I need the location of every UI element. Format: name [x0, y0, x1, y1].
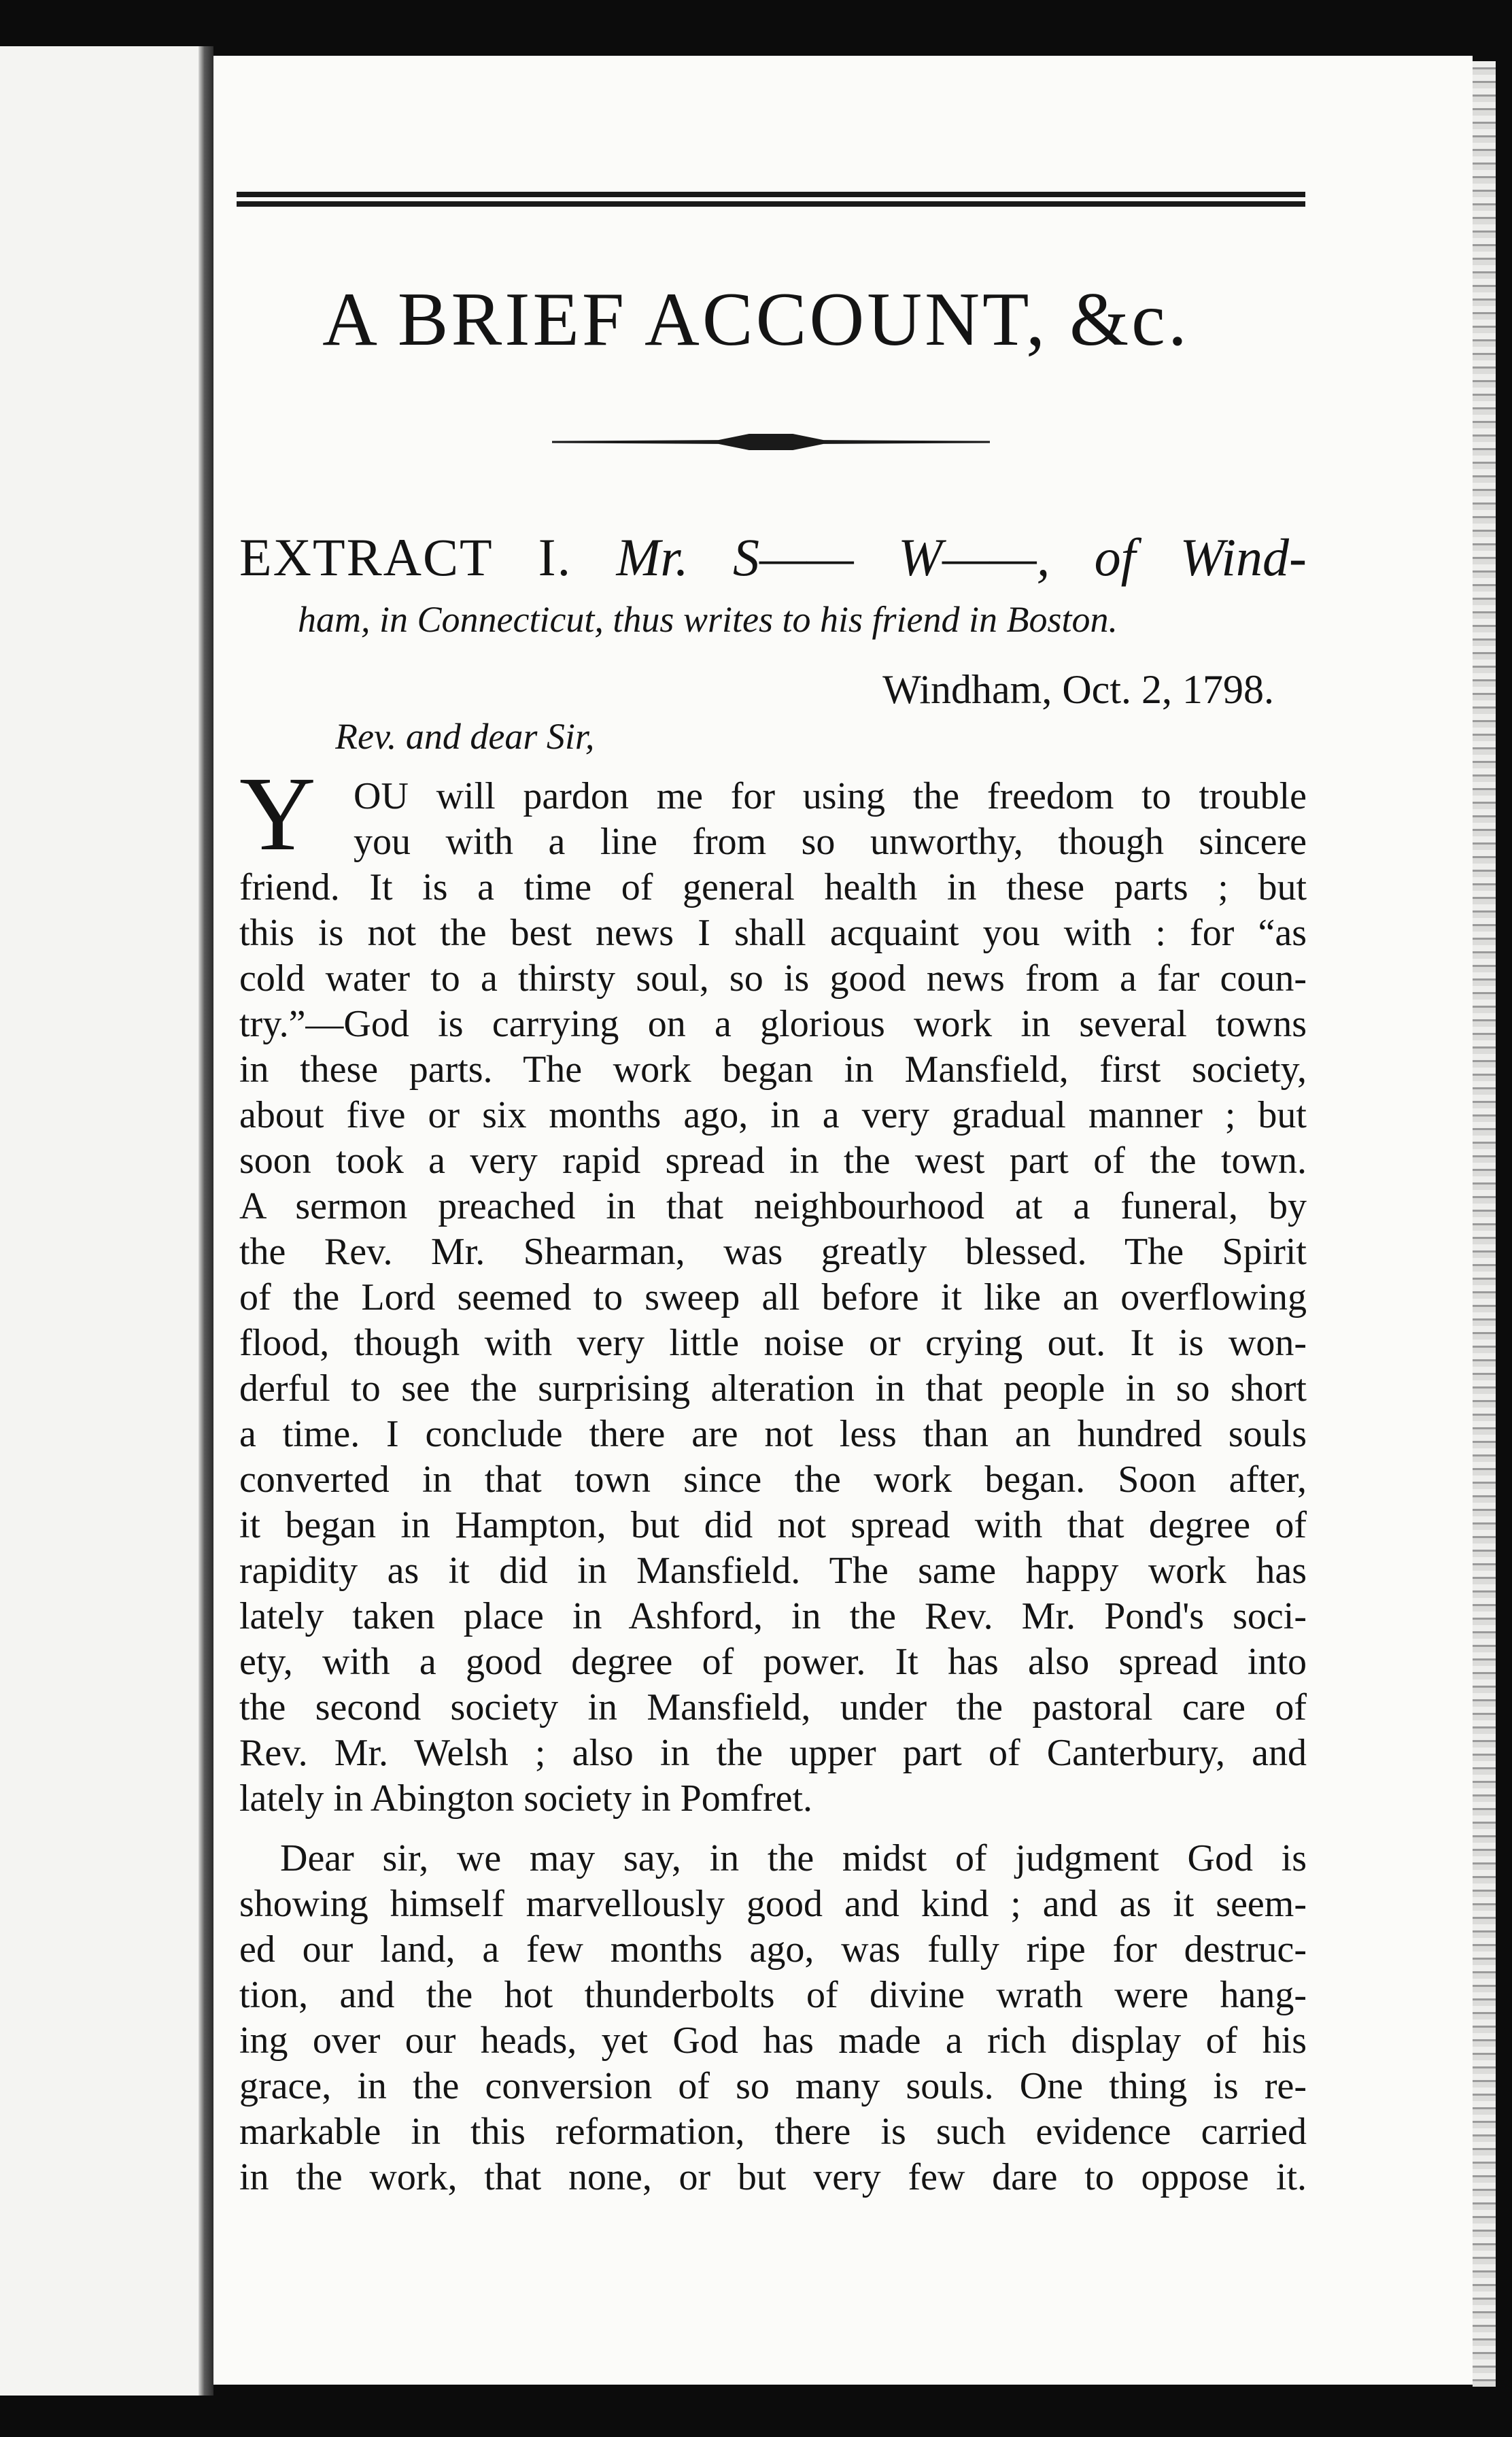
body-line: lately taken place in Ashford, in the Rev. Mr. Pond's soci- — [239, 1595, 1307, 1637]
body-line: Rev. Mr. Welsh ; also in the upper part of Canterbury, and — [239, 1732, 1307, 1774]
extract-heading — [239, 527, 1307, 588]
body-line: ed our land, a few months ago, was fully ripe for destruc- — [239, 1928, 1307, 1971]
body-line: in these parts. The work began in Mansfield, first society, — [239, 1049, 1307, 1091]
extract-subhead: ham, in Connecticut, thus writes to his friend in Boston. — [298, 599, 1118, 640]
body-line: grace, in the conversion of so many souls. One thing is re- — [239, 2065, 1307, 2107]
body-line: in the work, that none, or but very few dare to oppose it. — [239, 2156, 1307, 2198]
body-line: you with a line from so unworthy, though sincere — [354, 821, 1307, 863]
body-line: rapidity as it did in Mansfield. The same happy work has — [239, 1550, 1307, 1592]
drop-cap: Y — [239, 755, 316, 872]
body-line: a time. I conclude there are not less than an hundred souls — [239, 1413, 1307, 1455]
body-line: A sermon preached in that neighbourhood at a funeral, by — [239, 1185, 1307, 1227]
extract-label: EXTRACT I. — [239, 528, 572, 587]
body-line: it began in Hampton, but did not spread with that degree of — [239, 1504, 1307, 1546]
body-line: this is not the best news I shall acquaint you with : for “as — [239, 912, 1307, 954]
page-edge — [1473, 61, 1496, 2387]
facing-page — [0, 46, 199, 2396]
body-line: OU will pardon me for using the freedom to trouble — [354, 775, 1307, 817]
body-line: ety, with a good degree of power. It has also spread into — [239, 1641, 1307, 1683]
body-line: Dear sir, we may say, in the midst of judgment God is — [280, 1837, 1307, 1879]
body-line: soon took a very rapid spread in the west part of the town. — [239, 1140, 1307, 1182]
body-line: converted in that town since the work began. Soon after, — [239, 1459, 1307, 1501]
header-rule-top — [237, 192, 1305, 197]
body-line: cold water to a thirsty soul, so is good news from a far coun- — [239, 957, 1307, 1000]
gutter-shadow — [199, 46, 213, 2396]
body-line: of the Lord seemed to sweep all before it like an overflowing — [239, 1276, 1307, 1318]
page-title: A BRIEF ACCOUNT, &c. — [322, 277, 1190, 362]
body-line: flood, though with very little noise or crying out. It is won- — [239, 1322, 1307, 1364]
body-line: markable in this reformation, there is such evidence carried — [239, 2111, 1307, 2153]
extract-author: Mr. S—— W——, of Wind- — [616, 528, 1307, 587]
body-line: the Rev. Mr. Shearman, was greatly blessed. The Spirit — [239, 1231, 1307, 1273]
body-line: friend. It is a time of general health in these parts ; but — [239, 866, 1307, 908]
letter-dateline: Windham, Oct. 2, 1798. — [882, 667, 1274, 712]
letter-salutation: Rev. and dear Sir, — [335, 716, 595, 757]
body-line: showing himself marvellously good and kind ; and as it seem- — [239, 1883, 1307, 1925]
header-rule-bottom — [237, 201, 1305, 207]
body-line: lately in Abington society in Pomfret. — [239, 1777, 813, 1820]
body-line: tion, and the hot thunderbolts of divine wrath were hang- — [239, 1974, 1307, 2016]
body-line: try.”—God is carrying on a glorious work in several towns — [239, 1003, 1307, 1045]
body-line: the second society in Mansfield, under the pastoral care of — [239, 1686, 1307, 1728]
body-line: about five or six months ago, in a very gradual manner ; but — [239, 1094, 1307, 1136]
body-line: ing over our heads, yet God has made a rich display of his — [239, 2020, 1307, 2062]
body-line: derful to see the surprising alteration in that people in so short — [239, 1367, 1307, 1410]
